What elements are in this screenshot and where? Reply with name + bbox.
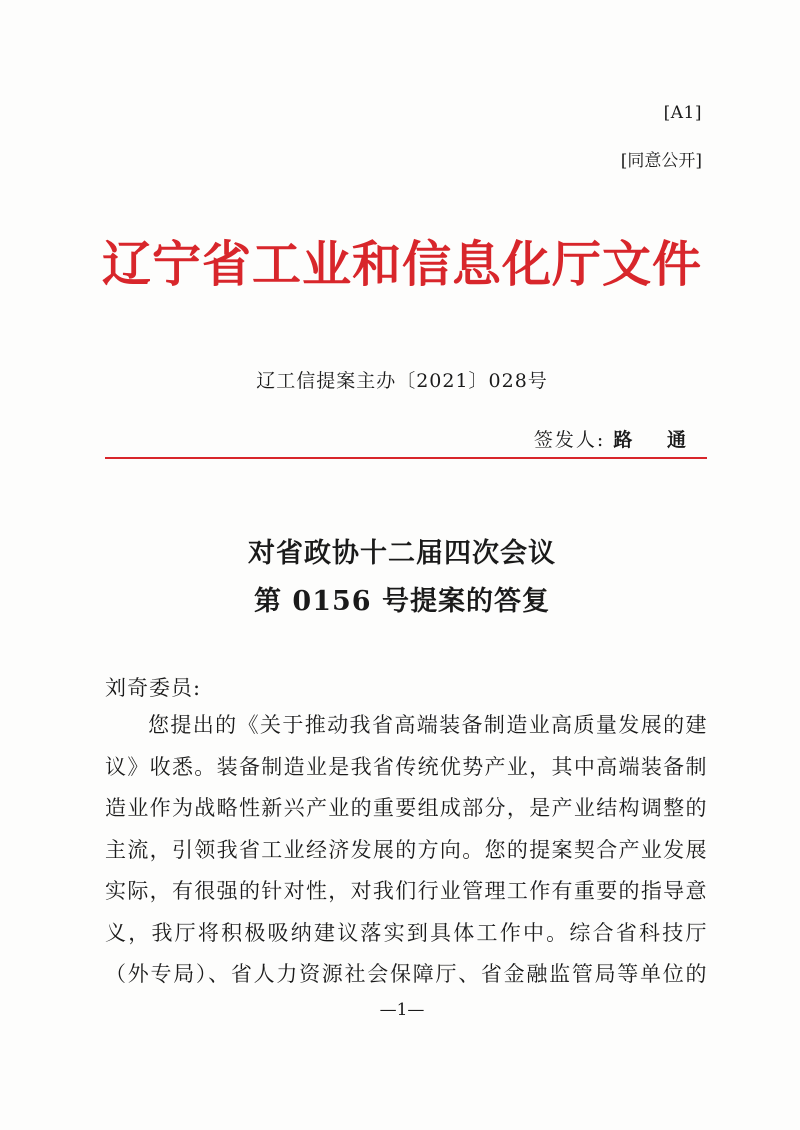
body-line: 主流，引领我省工业经济发展的方向。您的提案契合产业发展 [105, 837, 707, 862]
page-number: —1— [379, 1000, 425, 1020]
body-line: 实际，有很强的针对性，对我们行业管理工作有重要的指导意 [105, 879, 707, 903]
body-line: 造业作为战略性新兴产业的重要组成部分，是产业结构调整的 [105, 796, 707, 820]
document-number: 辽工信提案主办〔2021〕028号 [256, 370, 548, 392]
header-divider [105, 457, 707, 459]
body-line: 议》收悉。装备制造业是我省传统优势产业，其中高端装备制 [105, 754, 707, 779]
salutation: 刘奇委员: [105, 676, 202, 700]
disclosure-status: [同意公开] [620, 151, 702, 171]
reply-title-line-1: 对省政协十二届四次会议 [248, 538, 556, 569]
document-code: [A1] [663, 103, 702, 123]
body-line: 您提出的《关于推动我省高端装备制造业高质量发展的建 [148, 713, 707, 737]
body-line: （外专局）、省人力资源社会保障厅、省金融监管局等单位的 [105, 962, 707, 986]
signer-name: 路 通 [613, 429, 700, 451]
reply-title-line-2: 第 0156 号提案的答复 [254, 586, 550, 617]
document-header-title: 辽宁省工业和信息化厅文件 [101, 235, 702, 293]
body-line: 义，我厅将积极吸纳建议落实到具体工作中。综合省科技厅 [105, 920, 707, 945]
signer-label: 签发人: [533, 429, 606, 451]
signer [534, 425, 700, 452]
reply-body [105, 705, 707, 996]
